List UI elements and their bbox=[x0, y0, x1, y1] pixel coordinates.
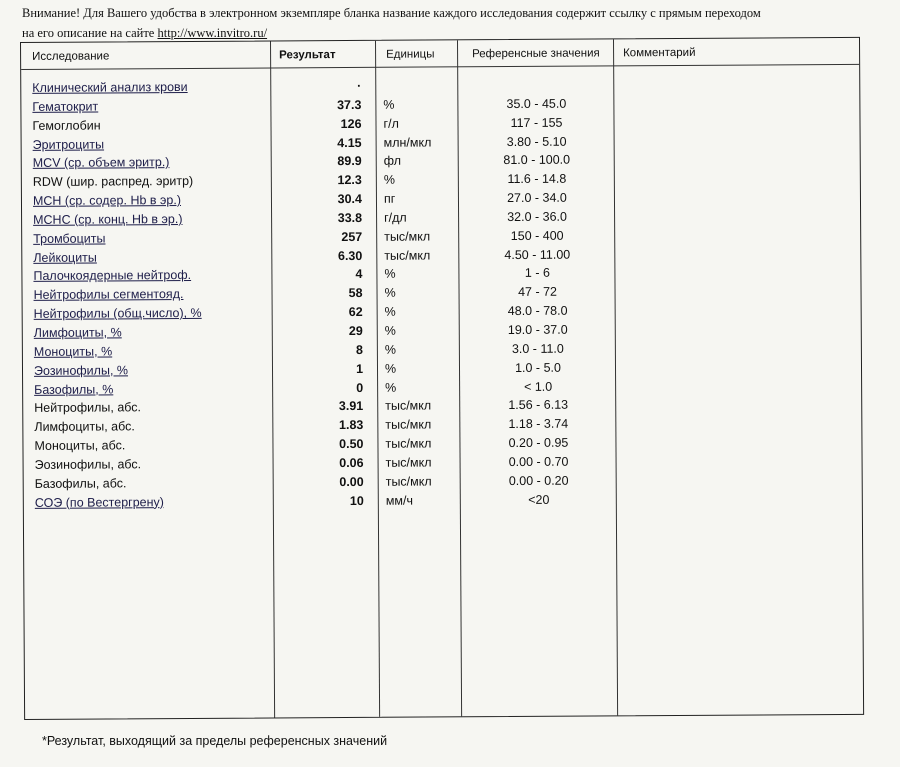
test-name-link[interactable]: MCV (ср. объем эритр.) bbox=[32, 155, 170, 171]
units-value: % bbox=[384, 323, 396, 338]
reference-range: 32.0 - 36.0 bbox=[507, 209, 567, 224]
units-value: тыс/мкл bbox=[385, 417, 432, 432]
notice-line-2-prefix: на его описание на сайте bbox=[22, 26, 158, 40]
test-name-link[interactable]: Нейтрофилы (общ.число), % bbox=[33, 306, 202, 322]
header-name: Исследование bbox=[32, 50, 110, 63]
test-name-link[interactable]: СОЭ (по Вестергрену) bbox=[34, 494, 164, 510]
units-value: млн/мкл bbox=[383, 135, 432, 150]
units-value: г/дл bbox=[384, 210, 407, 225]
reference-range: 1 - 6 bbox=[524, 266, 550, 281]
reference-range: 1.18 - 3.74 bbox=[508, 416, 569, 432]
table-row bbox=[24, 488, 862, 512]
reference-range bbox=[461, 75, 611, 76]
reference-range: 4.50 - 11.00 bbox=[504, 247, 571, 262]
test-name: Эозинофилы, абс. bbox=[34, 457, 142, 472]
footnote: *Результат, выходящий за пределы референсных значений bbox=[42, 734, 388, 748]
reference-range: 3.0 - 11.0 bbox=[511, 341, 564, 356]
test-name-link[interactable]: MCHC (ср. конц. Hb в эр.) bbox=[33, 211, 183, 227]
reference-range: 3.80 - 5.10 bbox=[506, 134, 567, 149]
result-value: 3.91 bbox=[338, 399, 364, 414]
reference-range: 1.56 - 6.13 bbox=[508, 398, 569, 413]
reference-range: 27.0 - 34.0 bbox=[507, 190, 567, 206]
invitro-link[interactable]: http://www.invitro.ru/ bbox=[157, 26, 268, 40]
units-value: % bbox=[384, 267, 396, 282]
units-value: г/л bbox=[383, 116, 399, 131]
result-value: 33.8 bbox=[337, 210, 363, 225]
units-value: тыс/мкл bbox=[384, 248, 431, 263]
reference-range: < 1.0 bbox=[523, 379, 553, 394]
header-reference: Референсные значения bbox=[472, 47, 600, 61]
units-value: % bbox=[384, 342, 397, 357]
reference-range: 150 - 400 bbox=[510, 228, 564, 243]
units-value: мм/ч bbox=[385, 493, 414, 508]
test-name: Гемоглобин bbox=[32, 118, 101, 133]
result-value: 8 bbox=[355, 342, 363, 357]
reference-range: 35.0 - 45.0 bbox=[506, 96, 567, 111]
reference-range: <20 bbox=[528, 492, 550, 507]
test-name-link[interactable]: Эритроциты bbox=[32, 137, 105, 152]
reference-range: 47 - 72 bbox=[518, 285, 558, 300]
test-name-link[interactable]: Нейтрофилы сегментояд. bbox=[33, 287, 184, 303]
reference-range: 1.0 - 5.0 bbox=[515, 360, 561, 375]
test-name-link[interactable]: Лимфоциты, % bbox=[33, 325, 122, 340]
header-result: Результат bbox=[279, 49, 336, 62]
reference-range: 117 - 155 bbox=[510, 115, 563, 130]
units-value: % bbox=[384, 361, 397, 376]
result-value: 6.30 bbox=[337, 248, 363, 263]
reference-range: 0.00 - 0.20 bbox=[508, 473, 569, 488]
test-name: Лимфоциты, абс. bbox=[34, 419, 135, 435]
header-divider bbox=[21, 64, 859, 70]
test-name-link[interactable]: Лейкоциты bbox=[33, 250, 97, 265]
result-value: 126 bbox=[340, 116, 362, 131]
reference-range: 19.0 - 37.0 bbox=[507, 322, 568, 337]
units-value: % bbox=[384, 285, 396, 301]
result-value: 257 bbox=[341, 229, 363, 244]
result-value: 37.3 bbox=[337, 97, 362, 112]
test-name-link[interactable]: Палочкоядерные нейтроф. bbox=[33, 268, 192, 284]
test-name-link[interactable]: Гематокрит bbox=[32, 99, 99, 114]
results-table bbox=[20, 37, 864, 720]
units-value: тыс/мкл bbox=[384, 229, 431, 244]
test-name: Моноциты, абс. bbox=[34, 438, 126, 453]
result-value: · bbox=[357, 78, 362, 93]
results-rows bbox=[21, 74, 862, 513]
units-value: % bbox=[383, 172, 396, 187]
result-value: 30.4 bbox=[337, 191, 363, 207]
test-name: Нейтрофилы, абс. bbox=[34, 400, 142, 416]
result-value: 0.00 bbox=[339, 474, 364, 489]
result-value: 0.06 bbox=[339, 455, 364, 470]
test-name: Базофилы, абс. bbox=[34, 476, 127, 491]
test-name: RDW (шир. распред. эритр) bbox=[32, 174, 194, 190]
result-value: 1 bbox=[356, 361, 364, 376]
units-value: тыс/мкл bbox=[385, 398, 432, 414]
test-name-link[interactable]: MCH (ср. содер. Hb в эр.) bbox=[32, 193, 182, 208]
units-value: тыс/мкл bbox=[385, 455, 432, 470]
reference-range: 0.20 - 0.95 bbox=[508, 435, 569, 451]
units-value: тыс/мкл bbox=[385, 436, 432, 451]
units-value: пг bbox=[383, 191, 396, 206]
result-value: 0 bbox=[356, 380, 364, 395]
result-value: 1.83 bbox=[338, 418, 364, 433]
units-value: тыс/мкл bbox=[385, 474, 432, 489]
reference-range: 48.0 - 78.0 bbox=[507, 303, 568, 319]
result-value: 89.9 bbox=[337, 154, 362, 169]
test-name-link[interactable]: Моноциты, % bbox=[33, 344, 113, 359]
notice-line-1: Внимание! Для Вашего удобства в электронном экземпляре бланка название каждого исследования содержит ссылку с прямым переходом bbox=[22, 6, 761, 20]
result-value: 62 bbox=[348, 305, 363, 320]
result-value: 58 bbox=[348, 286, 363, 301]
result-value: 12.3 bbox=[337, 173, 362, 188]
result-value: 4.15 bbox=[337, 135, 362, 150]
result-value: 10 bbox=[349, 493, 364, 508]
header-units: Единицы bbox=[386, 48, 435, 61]
units-value: % bbox=[385, 380, 397, 395]
reference-range: 0.00 - 0.70 bbox=[508, 454, 569, 469]
test-name-link[interactable]: Эозинофилы, % bbox=[33, 363, 129, 378]
units-value: % bbox=[383, 97, 395, 112]
reference-range: 81.0 - 100.0 bbox=[503, 153, 571, 168]
test-name-link[interactable]: Клинический анализ крови bbox=[32, 79, 188, 95]
units-value: фл bbox=[383, 154, 402, 169]
result-value: 0.50 bbox=[339, 436, 364, 452]
result-value: 29 bbox=[348, 323, 363, 338]
reference-range: 11.6 - 14.8 bbox=[507, 171, 567, 187]
header-comment: Комментарий bbox=[623, 46, 696, 60]
units-value: % bbox=[384, 304, 396, 319]
test-name-link[interactable]: Тромбоциты bbox=[33, 231, 106, 246]
result-value: 4 bbox=[355, 267, 363, 282]
test-name-link[interactable]: Базофилы, % bbox=[34, 381, 114, 397]
